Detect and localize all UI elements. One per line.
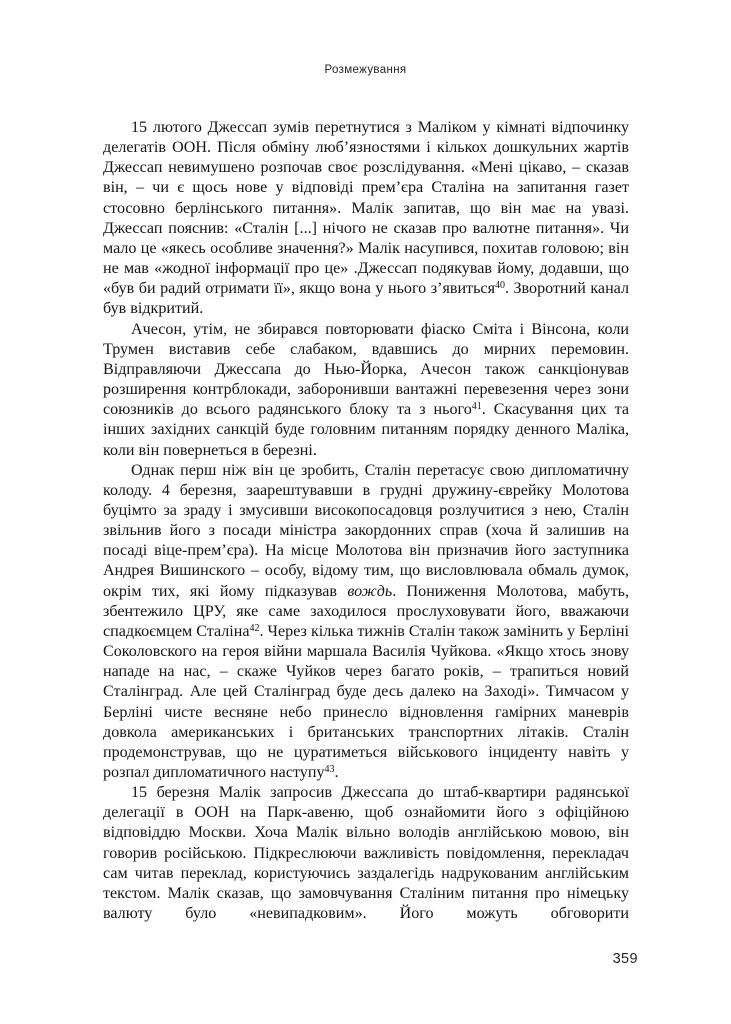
- text-run: . Через кілька тижнів Сталін також замінить у Берліні Соколовского на героя війни маршала Василія Чуйкова. «Якщо хтось знову нападе на нас, – скаже Чуйков через багато років, – трапиться новий Сталінград. Але цей Сталінград буде десь далеко на Заході». Тимчасом у Берліні чисте весняне небо принесло відновлення гамірних маневрів довкола американських і британських транспортних літаків. Сталін продемонстрував, що не цуратиметься військового інциденту навіть у розпал дипломатичного наступу: [103, 622, 629, 781]
- text-run: . Зворотний канал був відкритий.: [103, 280, 630, 318]
- text-run: 15 лютого Джессап зумів перетнутися з Маліком у кімнаті відпочинку делегатів ООН. Після обміну люб’язностями і кількох дошкульних жартів Джессап невимушено розпочав своє розслідування. «Мені цікаво, – сказав він, – чи є щось нове у відповіді прем’єра Сталіна на запитання газет стосовно берлінського питання». Малік запитав, що він має на увазі. Джессап пояснив: «Сталін [...] нічого не сказав про валютне питання». Чи мало це «якесь особливе значення?» Малік насупився, похитав головою; він не мав «жодної інформації про це» .Джессап подякував йому, додавши, що «був би радий отримати її», якщо вона у нього з’явиться: [103, 119, 629, 298]
- footnote-reference[interactable]: 40: [494, 280, 505, 292]
- body-paragraph: [103, 461, 629, 784]
- body-text-column: [103, 118, 629, 924]
- text-run: . Пониження Молотова, мабуть, збентежило ЦРУ, яке саме заходилося прослуховувати його, вважаючи спадкоємцем Сталіна: [103, 582, 629, 640]
- text-run: . Скасування цих та інших західних санкцій буде головним питанням порядку денного Маліка, коли він повернеться в березні.: [103, 401, 629, 459]
- footnote-reference[interactable]: 42: [249, 623, 260, 635]
- emphasis-text: вождь: [347, 582, 393, 600]
- body-paragraph: [103, 783, 629, 924]
- text-run: 15 березня Малік запросив Джессапа до штаб-квартири радянської делегації в ООН на Парк-авеню, щоб ознайомити його з офіційною відповіддю Москви. Хоча Малік вільно володів англійською мовою, він говорив російською. Підкреслюючи важливість повідомлення, перекладач сам читав переклад, користуючись заздалегідь надрукованим англійським текстом. Малік сказав, що замовчування Сталіним питання про німецьку валюту було «невипадковим». Його можуть обговорити: [103, 784, 629, 923]
- text-run: .: [334, 764, 339, 781]
- text-run: Однак перш ніж він це зробить, Сталін перетасує свою дипломатичну колоду. 4 березня, заарештувавши в грудні дружину-єврейку Молотова буцімто за зраду і змусивши високопосадовця розлучитися з нею, Сталін звільнив його з посади міністра закордонних справ (хоча й залишив на посаді віце-прем’єра). На місце Молотова він призначив його заступника Андрея Вишинского – особу, відому тим, що висловлювала обмаль думок, окрім тих, які йому підказував: [103, 461, 629, 600]
- footnote-reference[interactable]: 41: [471, 401, 482, 413]
- running-head: Розмежування: [324, 64, 407, 76]
- footnote-reference[interactable]: 43: [324, 764, 335, 776]
- body-paragraph: [103, 118, 629, 320]
- body-paragraph: [103, 320, 629, 461]
- page-number: 359: [612, 951, 638, 967]
- text-run: Ачесон, утім, не збирався повторювати фіаско Сміта і Вінсона, коли Трумен виставив себе слабаком, вдавшись до мирних перемовин. Відправляючи Джессапа до Нью-Йорка, Ачесон також санкціонував розширення контрблокади, заборонивши вантажні перевезення через зони союзників до всього радянського блоку та з нього: [103, 320, 629, 419]
